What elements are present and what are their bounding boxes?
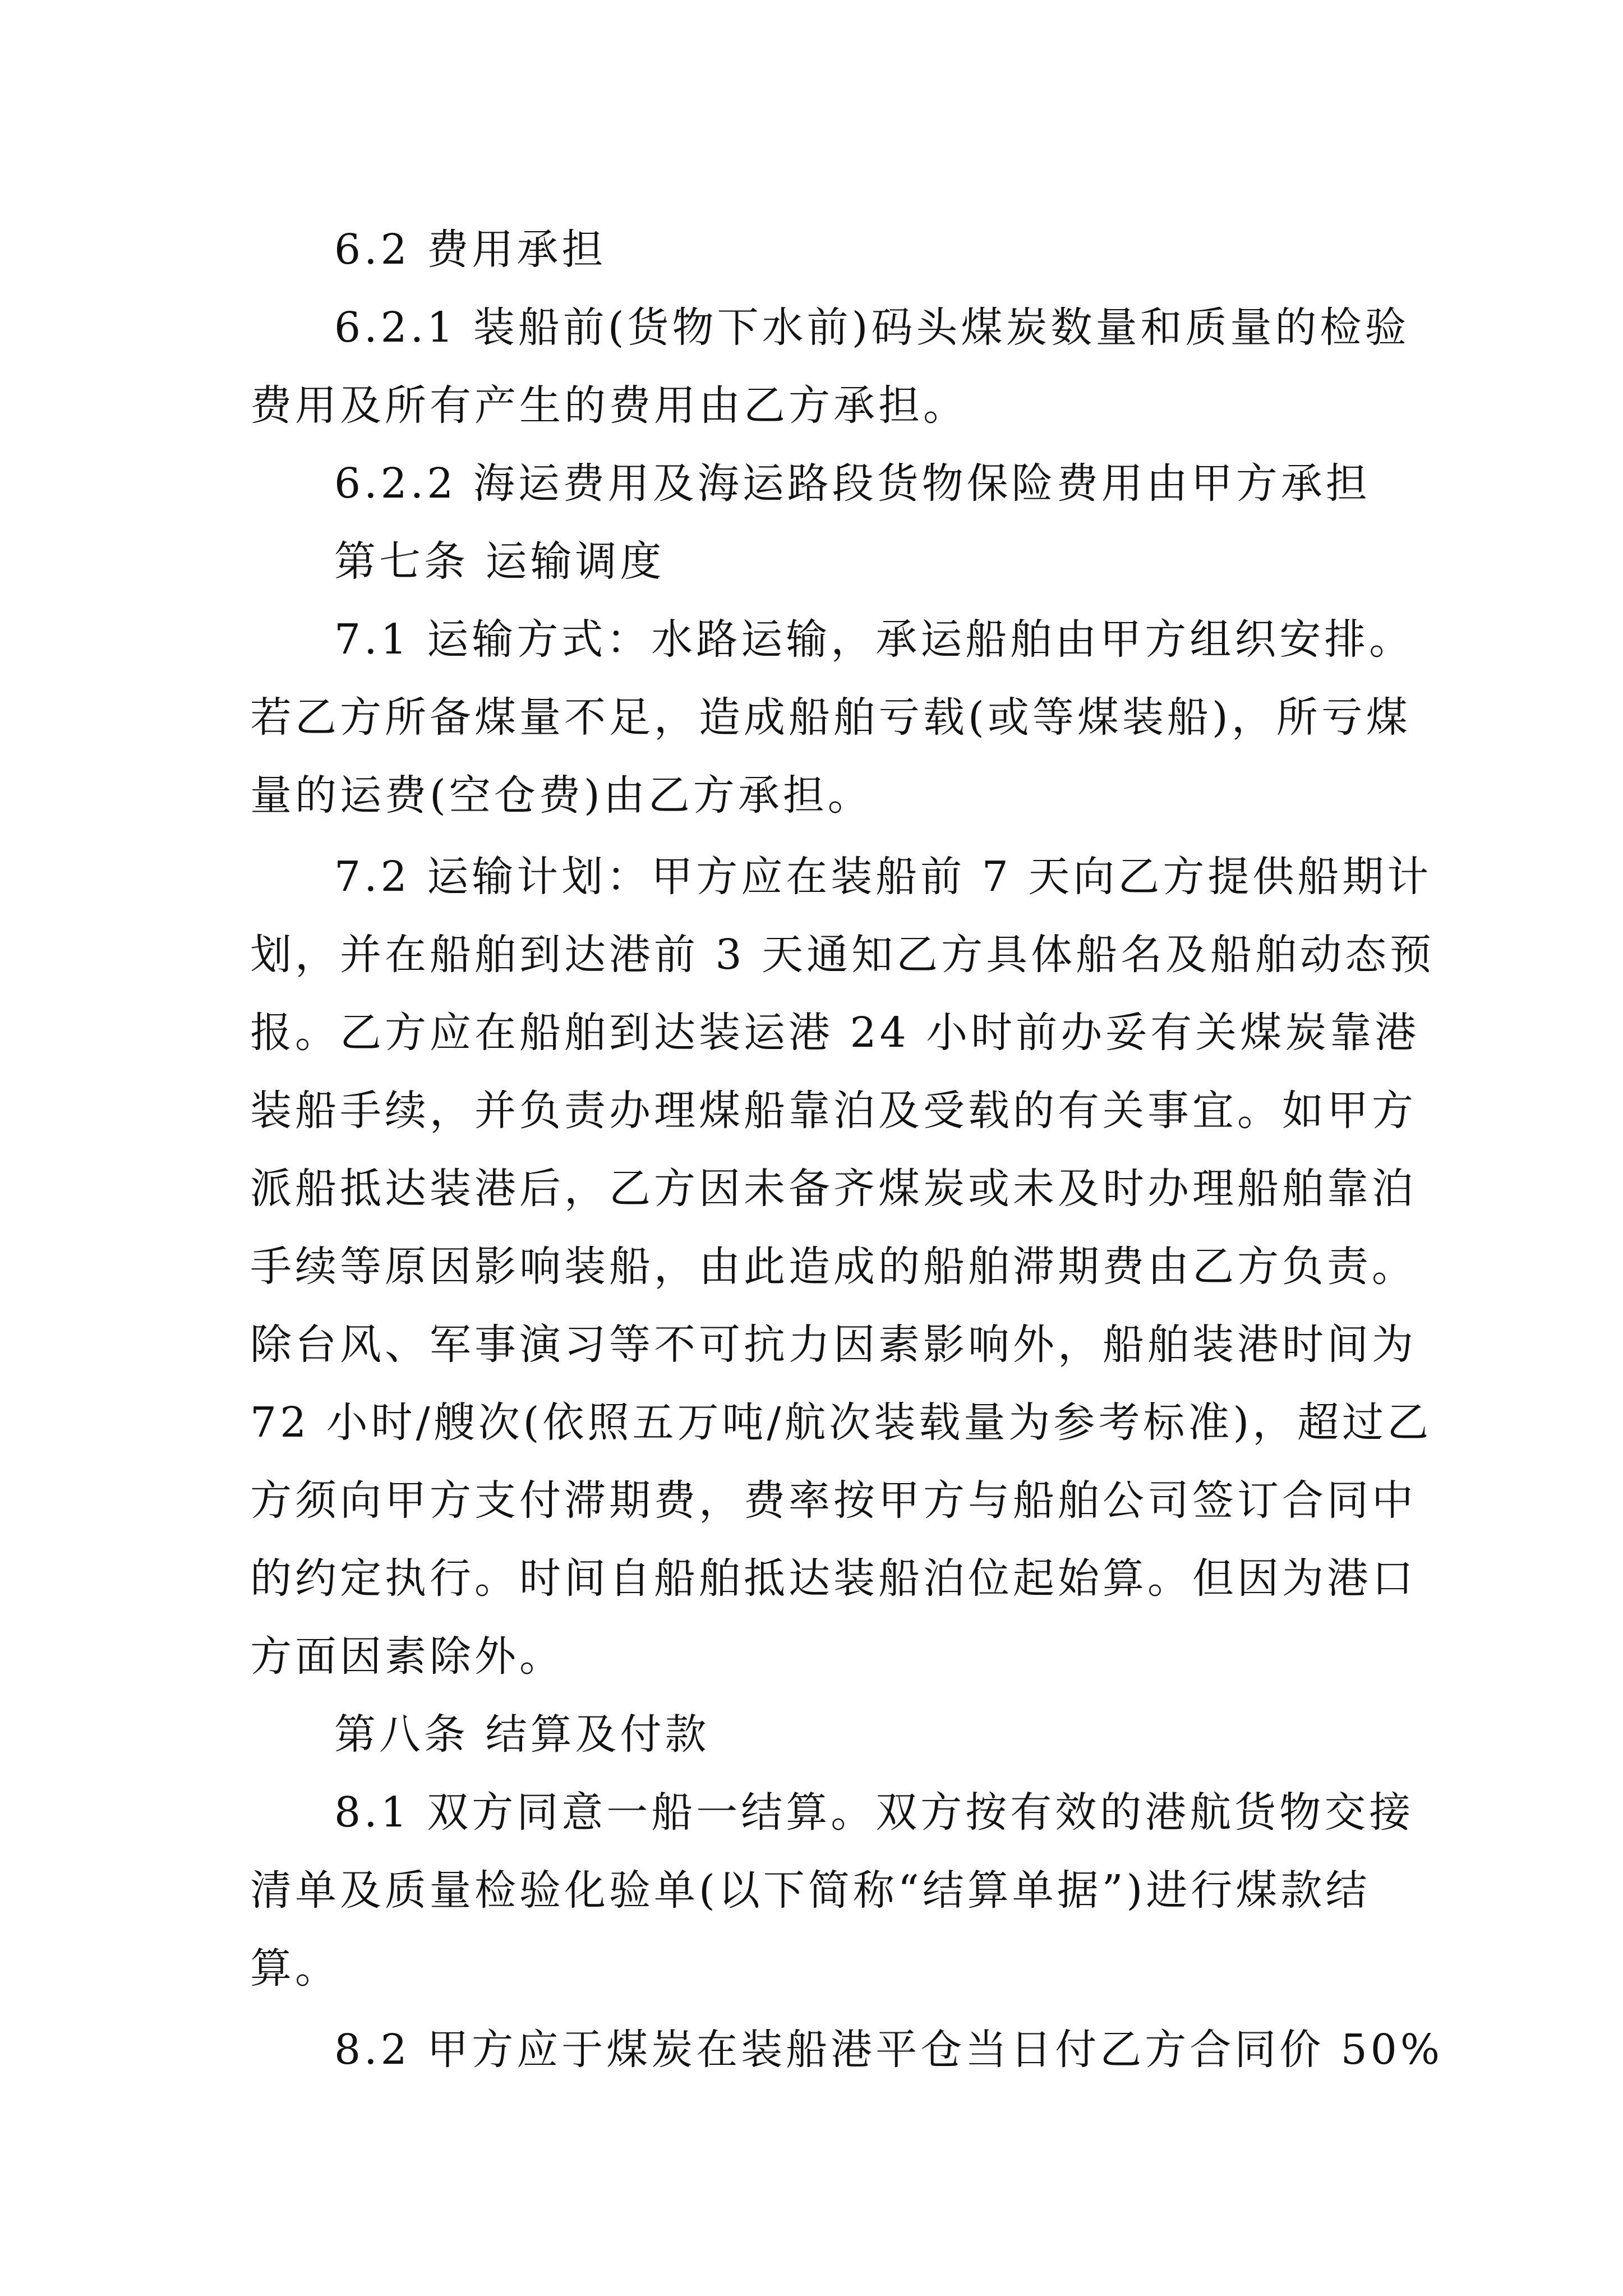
paragraph-7-2-line-5: 派船抵达装港后，乙方因未备齐煤炭或未及时办理船舶靠泊 <box>250 1165 1417 1213</box>
paragraph-7-1-line-2: 若乙方所备煤量不足，造成船舶亏载(或等煤装船)，所亏煤 <box>250 693 1411 742</box>
paragraph-7-2-line-11: 方面因素除外。 <box>250 1632 564 1681</box>
paragraph-6-2-2: 6.2.2 海运费用及海运路段货物保险费用由甲方承担 <box>334 459 1371 508</box>
paragraph-7-2-line-7: 除台风、军事演习等不可抗力因素影响外，船舶装港时间为 <box>250 1320 1417 1369</box>
paragraph-7-2-line-9: 方须向甲方支付滞期费，费率按甲方与船舶公司签订合同中 <box>250 1476 1417 1525</box>
paragraph-8-1-line-3: 算。 <box>250 1944 340 1993</box>
paragraph-7-2-line-6: 手续等原因影响装船，由此造成的船舶滞期费由乙方负责。 <box>250 1243 1417 1291</box>
article-8-heading: 第八条 结算及付款 <box>334 1710 710 1759</box>
paragraph-6-2-1-line-1: 6.2.1 装船前(货物下水前)码头煤炭数量和质量的检验 <box>334 303 1410 352</box>
paragraph-7-2-line-8: 72 小时/艘次(依照五万吨/航次装载量为参考标准)，超过乙 <box>250 1398 1432 1447</box>
paragraph-6-2-1-line-2: 费用及所有产生的费用由乙方承担。 <box>250 381 968 430</box>
paragraph-7-1-line-1: 7.1 运输方式：水路运输，承运船舶由甲方组织安排。 <box>334 615 1414 664</box>
paragraph-8-1-line-1: 8.1 双方同意一船一结算。双方按有效的港航货物交接 <box>334 1788 1414 1837</box>
paragraph-7-2-line-3: 报。乙方应在船舶到达装运港 24 小时前办妥有关煤炭靠港 <box>250 1009 1420 1057</box>
section-heading-6-2: 6.2 费用承担 <box>334 226 607 274</box>
paragraph-7-2-line-4: 装船手续，并负责办理煤船靠泊及受载的有关事宜。如甲方 <box>250 1087 1417 1135</box>
paragraph-8-2-line-1: 8.2 甲方应于煤炭在装船港平仓当日付乙方合同价 50% <box>334 2026 1444 2074</box>
paragraph-7-1-line-3: 量的运费(空仓费)由乙方承担。 <box>250 771 873 820</box>
paragraph-7-2-line-1: 7.2 运输计划：甲方应在装船前 7 天向乙方提供船期计 <box>334 853 1432 901</box>
paragraph-7-2-line-10: 的约定执行。时间自船舶抵达装船泊位起始算。但因为港口 <box>250 1554 1417 1603</box>
paragraph-7-2-line-2: 划，并在船舶到达港前 3 天通知乙方具体船名及船舶动态预 <box>250 931 1435 979</box>
paragraph-8-1-line-2: 清单及质量检验化验单(以下简称“结算单据”)进行煤款结 <box>250 1866 1371 1915</box>
document-body <box>250 211 1444 2089</box>
article-7-heading: 第七条 运输调度 <box>334 537 665 586</box>
